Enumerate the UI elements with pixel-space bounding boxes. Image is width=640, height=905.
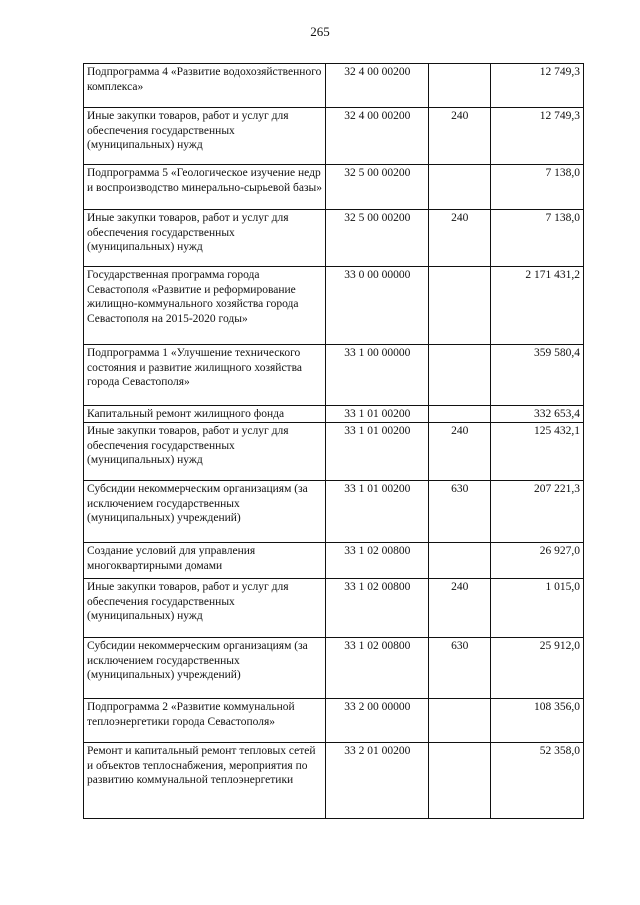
- row-code: 33 0 00 00000: [326, 267, 429, 345]
- row-name: Иные закупки товаров, работ и услуг для обеспечения государственных (муниципальных) нужд: [84, 579, 326, 638]
- row-code: 33 1 02 00800: [326, 638, 429, 699]
- row-type: 630: [429, 638, 491, 699]
- row-type: [429, 165, 491, 210]
- table-row: [84, 64, 584, 108]
- table-row: [84, 638, 584, 699]
- row-code: 33 1 00 00000: [326, 345, 429, 406]
- row-code: 32 5 00 00200: [326, 165, 429, 210]
- row-type: 240: [429, 423, 491, 481]
- row-amount: 52 358,0: [491, 743, 584, 819]
- row-amount: 12 749,3: [491, 108, 584, 165]
- row-type: [429, 267, 491, 345]
- row-name: Подпрограмма 2 «Развитие коммунальной теплоэнергетики города Севастополя»: [84, 699, 326, 743]
- row-amount: 207 221,3: [491, 481, 584, 543]
- row-code: 32 5 00 00200: [326, 210, 429, 267]
- row-amount: 26 927,0: [491, 543, 584, 579]
- row-type: [429, 543, 491, 579]
- row-code: 32 4 00 00200: [326, 64, 429, 108]
- row-name: Субсидии некоммерческим организациям (за исключением государственных (муниципальных) учреждений): [84, 638, 326, 699]
- row-name: Подпрограмма 1 «Улучшение технического состояния и развитие жилищного хозяйства города Севастополя»: [84, 345, 326, 406]
- row-type: 240: [429, 108, 491, 165]
- row-name: Создание условий для управления многоквартирными домами: [84, 543, 326, 579]
- table-row: [84, 210, 584, 267]
- table-row: [84, 345, 584, 406]
- row-code: 32 4 00 00200: [326, 108, 429, 165]
- page-number: 265: [310, 24, 330, 39]
- row-amount: 332 653,4: [491, 406, 584, 423]
- row-name: Государственная программа города Севастополя «Развитие и реформирование жилищно-коммунального хозяйства города Севастополя на 2015-2020 годы»: [84, 267, 326, 345]
- table-row: [84, 165, 584, 210]
- row-amount: 359 580,4: [491, 345, 584, 406]
- row-amount: 12 749,3: [491, 64, 584, 108]
- row-amount: 7 138,0: [491, 210, 584, 267]
- row-amount: 25 912,0: [491, 638, 584, 699]
- row-name: Подпрограмма 5 «Геологическое изучение недр и воспроизводство минерально-сырьевой базы»: [84, 165, 326, 210]
- row-type: [429, 699, 491, 743]
- row-name: Иные закупки товаров, работ и услуг для обеспечения государственных (муниципальных) нужд: [84, 210, 326, 267]
- row-code: 33 1 02 00800: [326, 543, 429, 579]
- table-row: [84, 108, 584, 165]
- row-type: [429, 345, 491, 406]
- row-code: 33 1 01 00200: [326, 423, 429, 481]
- row-name: Иные закупки товаров, работ и услуг для обеспечения государственных (муниципальных) нужд: [84, 108, 326, 165]
- row-type: 240: [429, 579, 491, 638]
- row-type: [429, 743, 491, 819]
- row-amount: 2 171 431,2: [491, 267, 584, 345]
- table-row: [84, 743, 584, 819]
- table-row: [84, 699, 584, 743]
- table-row: [84, 543, 584, 579]
- table-row: [84, 579, 584, 638]
- row-name: Субсидии некоммерческим организациям (за исключением государственных (муниципальных) учреждений): [84, 481, 326, 543]
- row-amount: 108 356,0: [491, 699, 584, 743]
- row-amount: 1 015,0: [491, 579, 584, 638]
- row-amount: 7 138,0: [491, 165, 584, 210]
- row-name: Ремонт и капитальный ремонт тепловых сетей и объектов теплоснабжения, мероприятия по развитию коммунальной теплоэнергетики: [84, 743, 326, 819]
- row-code: 33 1 01 00200: [326, 481, 429, 543]
- row-type: 240: [429, 210, 491, 267]
- row-type: 630: [429, 481, 491, 543]
- row-code: 33 1 01 00200: [326, 406, 429, 423]
- row-name: Подпрограмма 4 «Развитие водохозяйственного комплекса»: [84, 64, 326, 108]
- table-row: [84, 423, 584, 481]
- row-name: Капитальный ремонт жилищного фонда: [84, 406, 326, 423]
- row-amount: 125 432,1: [491, 423, 584, 481]
- row-name: Иные закупки товаров, работ и услуг для обеспечения государственных (муниципальных) нужд: [84, 423, 326, 481]
- budget-table: [83, 63, 584, 819]
- table-row: [84, 406, 584, 423]
- table-row: [84, 267, 584, 345]
- row-code: 33 2 00 00000: [326, 699, 429, 743]
- row-code: 33 1 02 00800: [326, 579, 429, 638]
- row-type: [429, 406, 491, 423]
- row-type: [429, 64, 491, 108]
- table-row: [84, 481, 584, 543]
- row-code: 33 2 01 00200: [326, 743, 429, 819]
